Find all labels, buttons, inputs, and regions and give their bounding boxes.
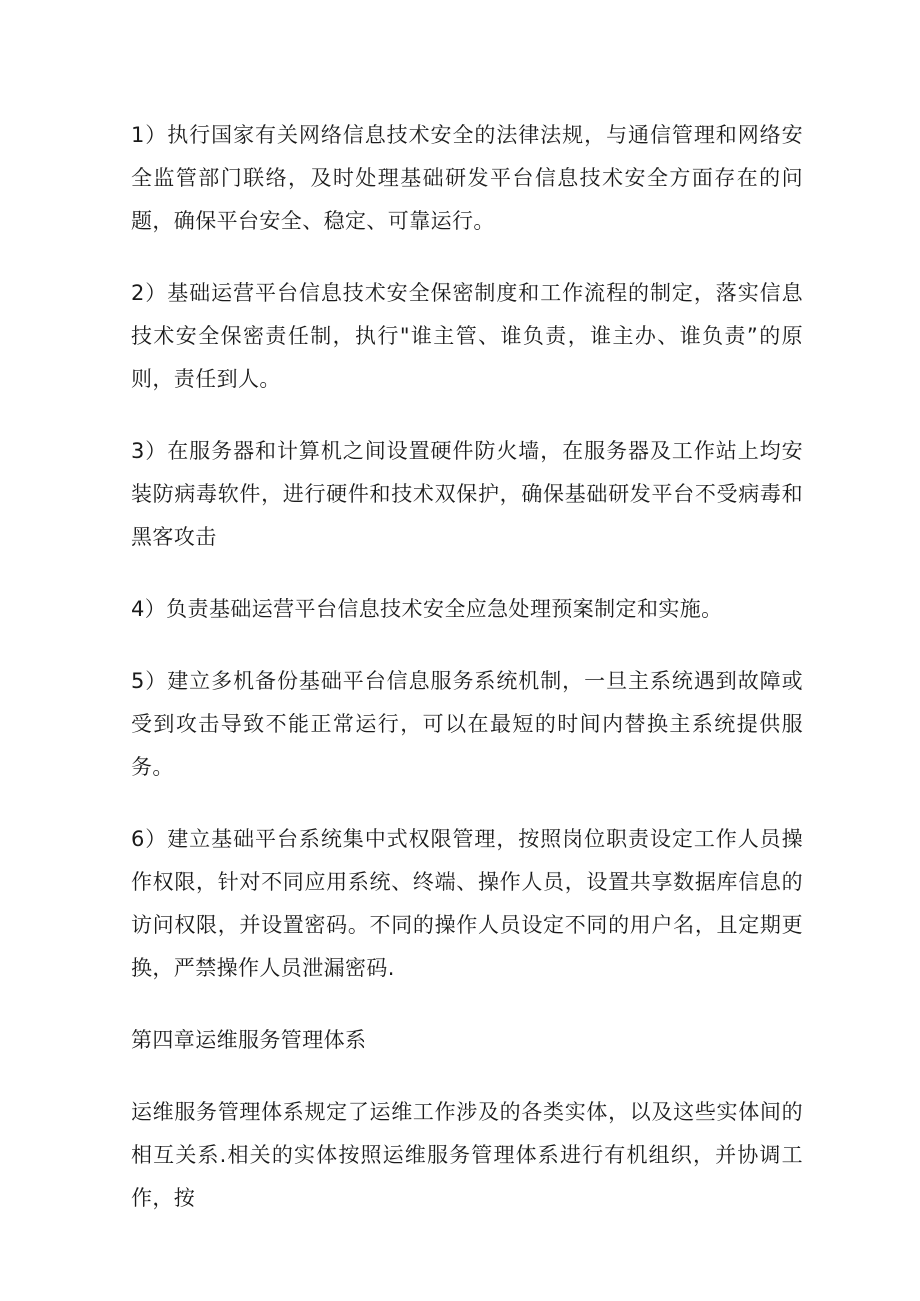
paragraph-item-6: 6）建立基础平台系统集中式权限管理，按照岗位职责设定工作人员操作权限，针对不同应用系统、终端、操作人员，设置共享数据库信息的访问权限，并设置密码。不同的操作人员设定不同的用户名，且定期更换，严禁操作人员泄漏密码. (131, 827, 803, 980)
document-body (131, 114, 803, 1249)
paragraph-item-5: 5）建立多机备份基础平台信息服务系统机制，一旦主系统遇到故障或受到攻击导致不能正常运行，可以在最短的时间内替换主系统提供服务。 (131, 669, 803, 779)
chapter-heading: 第四章运维服务管理体系 (131, 1028, 367, 1052)
paragraph-item-4: 4）负责基础运营平台信息技术安全应急处理预案制定和实施。 (131, 597, 723, 621)
paragraph-item-3: 3）在服务器和计算机之间设置硬件防火墙，在服务器及工作站上均安装防病毒软件，进行硬件和技术双保护，确保基础研发平台不受病毒和黑客攻击 (131, 439, 803, 549)
paragraph-item-2: 2）基础运营平台信息技术安全保密制度和工作流程的制定，落实信息技术安全保密责任制，执行"谁主管、谁负责，谁主办、谁负责”的原则，责任到人。 (131, 281, 803, 391)
paragraph-item-1: 1）执行国家有关网络信息技术安全的法律法规，与通信管理和网络安全监管部门联络，及时处理基础研发平台信息技术安全方面存在的问题，确保平台安全、稳定、可靠运行。 (131, 123, 803, 233)
intro-paragraph: 运维服务管理体系规定了运维工作涉及的各类实体，以及这些实体间的相互关系.相关的实体按照运维服务管理体系进行有机组织，并协调工作，按 (131, 1100, 803, 1210)
